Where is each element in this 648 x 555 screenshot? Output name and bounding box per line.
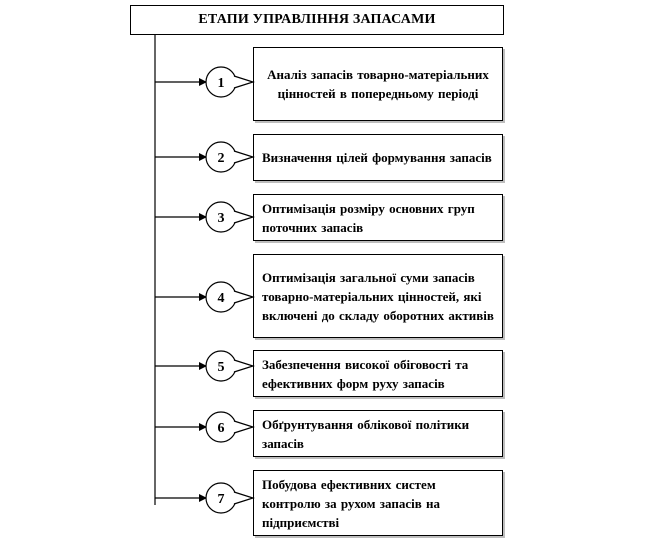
step-4-callout-pointer — [234, 291, 253, 303]
step-6-text: Обґрунтування облікової політики запасів — [262, 416, 470, 451]
step-6-callout-pointer — [234, 421, 253, 433]
step-2-box — [253, 134, 503, 181]
step-7-box — [253, 470, 503, 536]
step-7-number: 7 — [217, 492, 225, 507]
diagram-title: ЕТАПИ УПРАВЛІННЯ ЗАПАСАМИ — [130, 5, 504, 35]
step-3-text: Оптимізація розміру основних груп поточних запасів — [262, 200, 475, 235]
step-5-callout-pointer — [234, 360, 253, 372]
step-1-number: 1 — [217, 76, 225, 91]
step-7-callout-pointer — [234, 492, 253, 504]
step-4-box — [253, 254, 503, 338]
step-7-text: Побудова ефективних систем контролю за рухом запасів на підприємстві — [262, 476, 440, 530]
step-5-box — [253, 350, 503, 397]
step-6-box — [253, 410, 503, 457]
step-3-box — [253, 194, 503, 241]
step-5-number: 5 — [217, 360, 225, 375]
step-2-number: 2 — [217, 151, 225, 166]
step-3-number: 3 — [217, 211, 225, 226]
step-1-box — [253, 47, 503, 121]
step-3-callout-pointer — [234, 211, 253, 223]
step-5-text: Забезпечення високої обіговості та ефективних форм руху запасів — [262, 356, 469, 391]
step-6-number: 6 — [217, 421, 225, 436]
step-1-text: Аналіз запасів товарно-матеріальних цінностей в попередньому періоді — [267, 67, 489, 101]
step-2-callout-pointer — [234, 151, 253, 163]
step-2-text: Визначення цілей формування запасів — [262, 150, 492, 165]
step-1-callout-pointer — [234, 76, 253, 88]
step-4-text: Оптимізація загальної суми запасів товарно-матеріальних цінностей, які включені до складу оборотних активів — [262, 269, 494, 323]
step-4-number: 4 — [217, 291, 225, 306]
